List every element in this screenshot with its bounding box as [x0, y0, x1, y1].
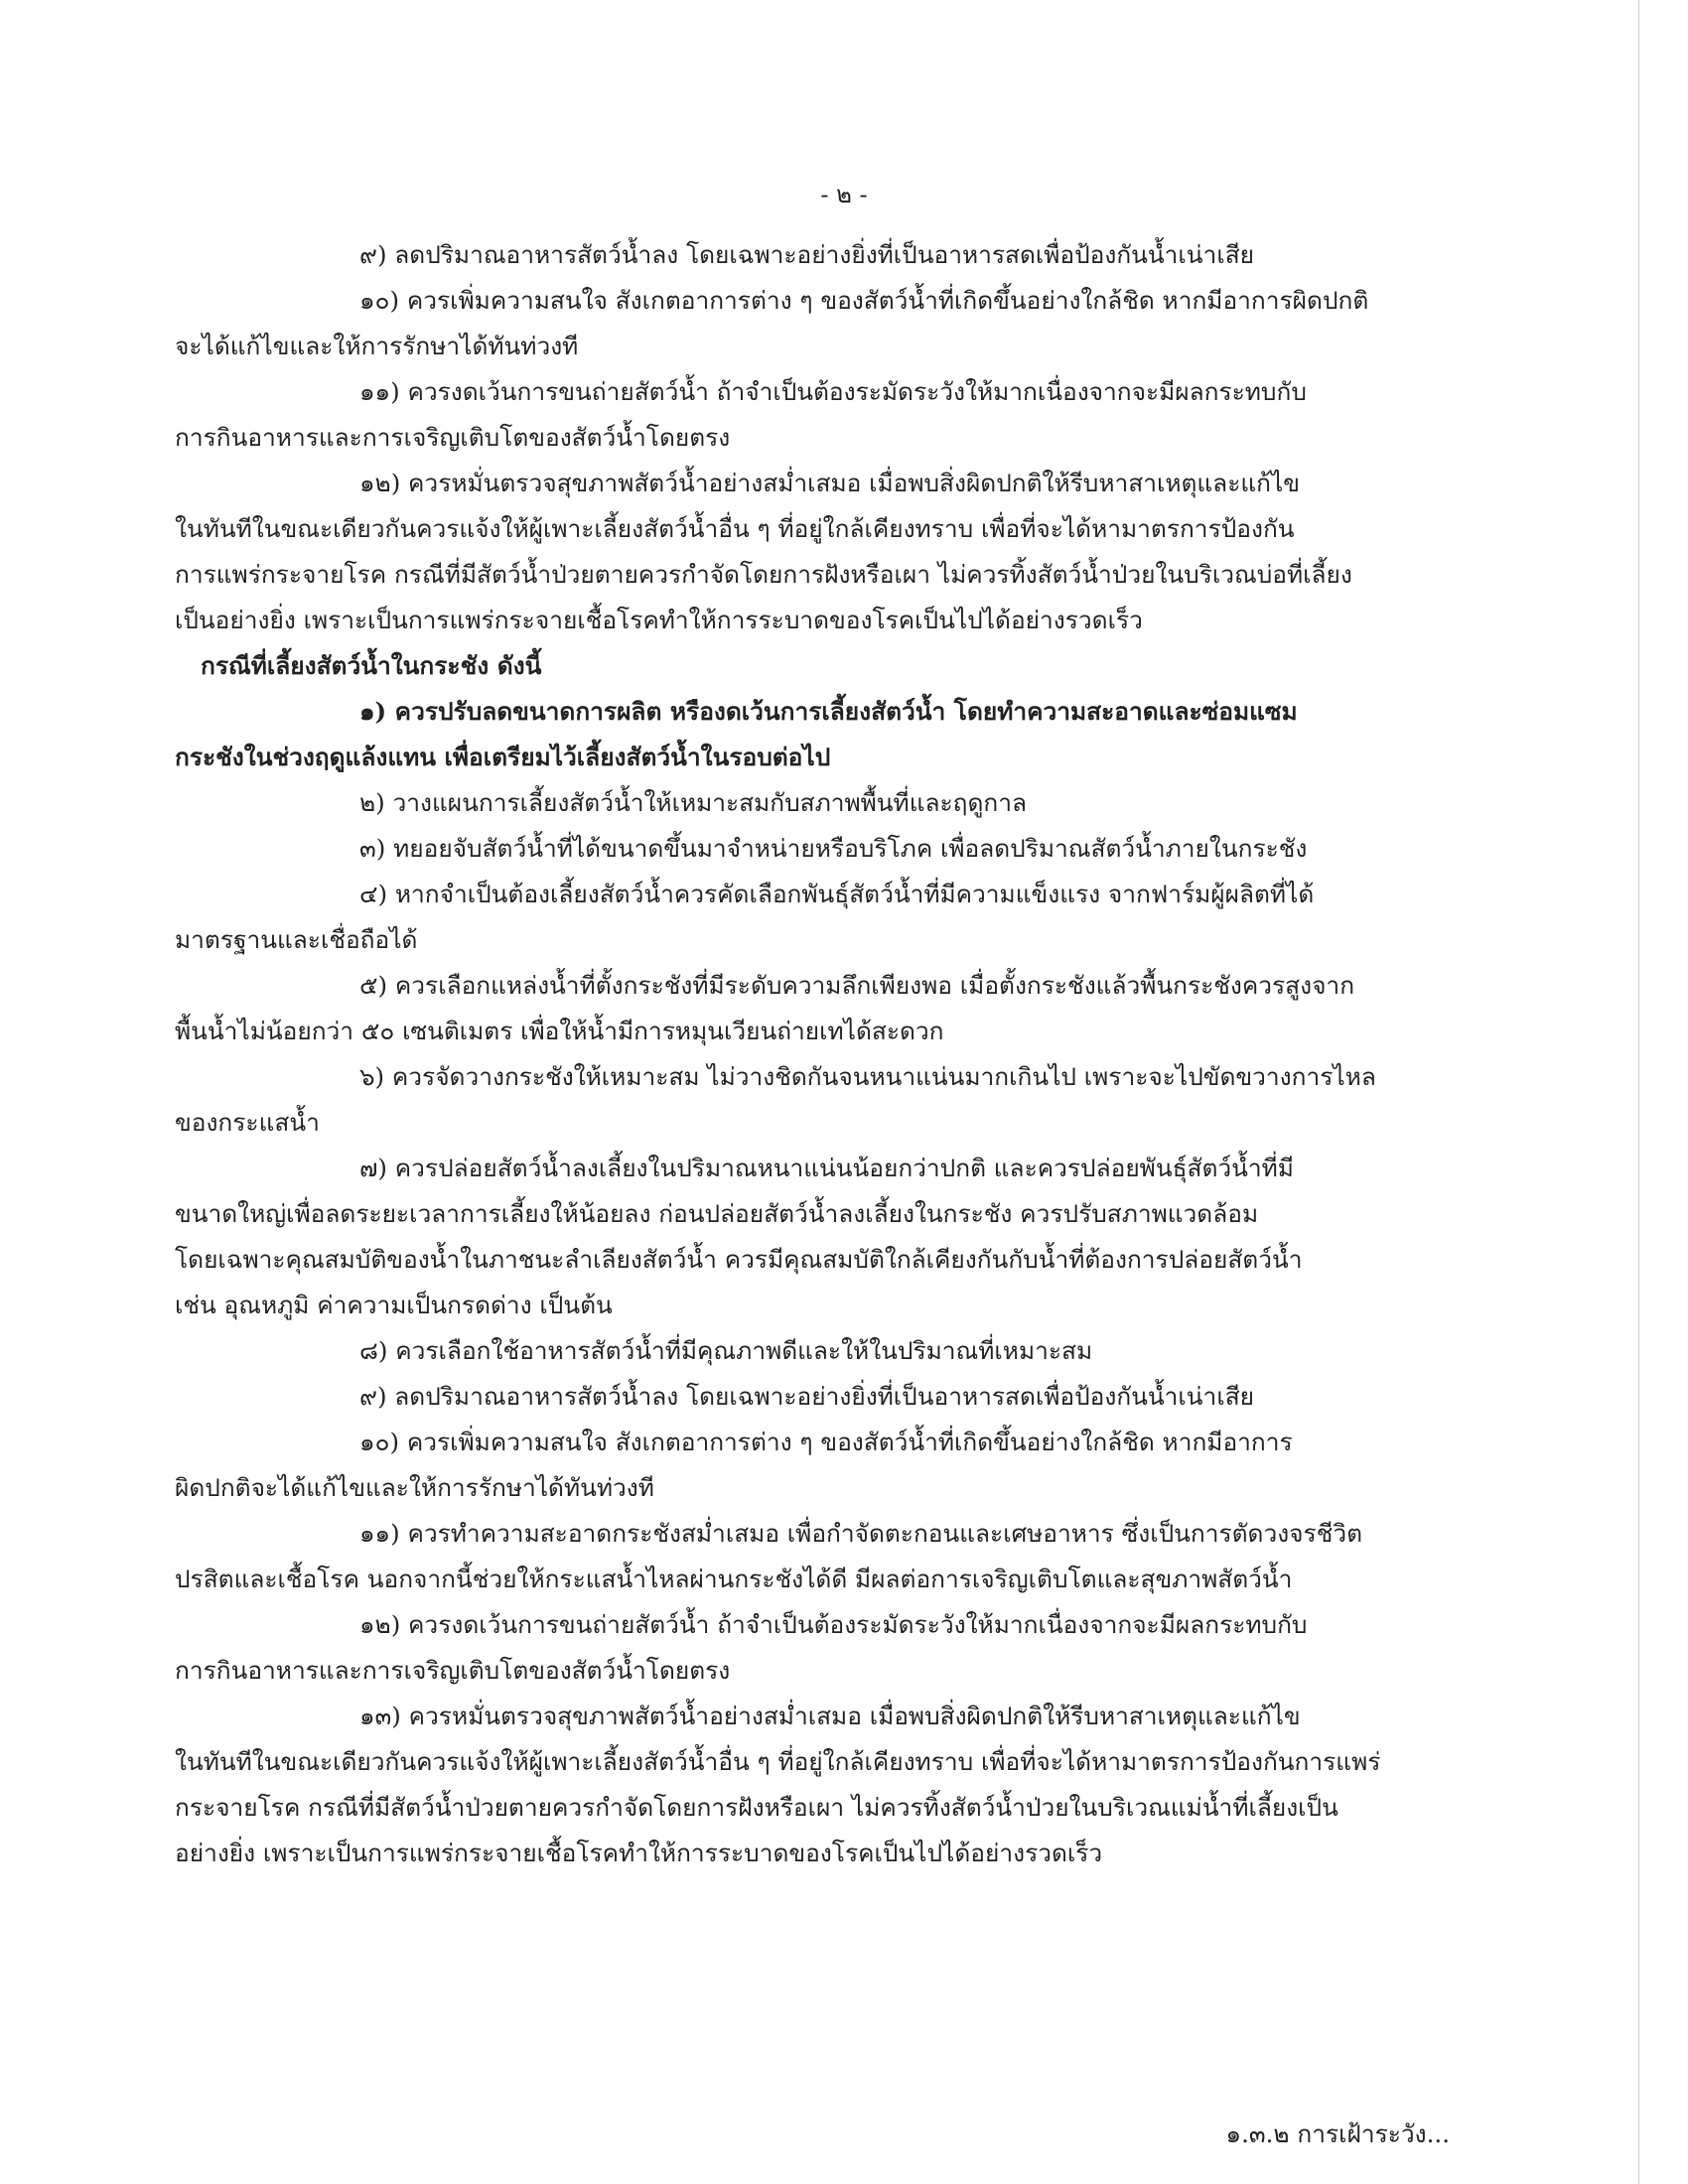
paragraph-line: การแพร่กระจายโรค กรณีที่มีสัตว์น้ำป่วยตายควรกำจัดโดยการฝังหรือเผา ไม่ควรทิ้งสัตว์น้ำป่วยในบริเวณบ่อที่เลี้ยง — [175, 560, 1352, 589]
paragraph-line: มาตรฐานและเชื่อถือได้ — [175, 925, 418, 954]
paragraph-line: ๗) ควรปล่อยสัตว์น้ำลงเลี้ยงในปริมาณหนาแน่นน้อยกว่าปกติ และควรปล่อยพันธุ์สัตว์น้ำที่มี — [359, 1154, 1294, 1182]
paragraph-line: ของกระแสน้ำ — [175, 1108, 320, 1137]
paragraph-line: ปรสิตและเชื้อโรค นอกจากนี้ช่วยให้กระแสน้ำไหลผ่านกระชังได้ดี มีผลต่อการเจริญเติบโตและสุขภาพสัตว์น้ำ — [175, 1565, 1293, 1593]
paragraph-line: ในทันทีในขณะเดียวกันควรแจ้งให้ผู้เพาะเลี้ยงสัตว์น้ำอื่น ๆ ที่อยู่ใกล้เคียงทราบ เพื่อที่จะได้หามาตรการป้องกัน — [175, 514, 1295, 543]
paragraph-line: ๙) ลดปริมาณอาหารสัตว์น้ำลง โดยเฉพาะอย่างยิ่งที่เป็นอาหารสดเพื่อป้องกันน้ำเน่าเสีย — [359, 1382, 1254, 1411]
page-edge-line — [1638, 0, 1639, 2184]
paragraph-line: ๑) ควรปรับลดขนาดการผลิต หรืองดเว้นการเลี้ยงสัตว์น้ำ โดยทำความสะอาดและซ่อมแซม — [359, 697, 1298, 726]
paragraph-line: โดยเฉพาะคุณสมบัติของน้ำในภาชนะลำเลียงสัตว์น้ำ ควรมีคุณสมบัติใกล้เคียงกันกับน้ำที่ต้องการปล่อยสัตว์น้ำ — [175, 1245, 1303, 1274]
paragraph-line: ๑๐) ควรเพิ่มความสนใจ สังเกตอาการต่าง ๆ ของสัตว์น้ำที่เกิดขึ้นอย่างใกล้ชิด หากมีอาการผิดปกติ — [359, 286, 1369, 315]
paragraph-line: อย่างยิ่ง เพราะเป็นการแพร่กระจายเชื้อโรคทำให้การระบาดของโรคเป็นไปได้อย่างรวดเร็ว — [175, 1839, 1103, 1867]
paragraph-line: ๓) ทยอยจับสัตว์น้ำที่ได้ขนาดขึ้นมาจำหน่ายหรือบริโภค เพื่อลดปริมาณสัตว์น้ำภายในกระชัง — [359, 834, 1308, 863]
paragraph-line: ๑๒) ควรหมั่นตรวจสุขภาพสัตว์น้ำอย่างสม่ำเสมอ เมื่อพบสิ่งผิดปกติให้รีบหาสาเหตุและแก้ไข — [359, 469, 1301, 497]
paragraph-line: ๖) ควรจัดวางกระชังให้เหมาะสม ไม่วางชิดกันจนหนาแน่นมากเกินไป เพราะจะไปขัดขวางการไหล — [359, 1062, 1376, 1091]
paragraph-line: จะได้แก้ไขและให้การรักษาได้ทันท่วงที — [175, 332, 579, 360]
paragraph-line: ๑๑) ควรทำความสะอาดกระชังสม่ำเสมอ เพื่อกำจัดตะกอนและเศษอาหาร ซึ่งเป็นการตัดวงจรชีวิต — [359, 1519, 1362, 1548]
page-number: - ๒ - — [820, 181, 868, 208]
paragraph-line: ขนาดใหญ่เพื่อลดระยะเวลาการเลี้ยงให้น้อยลง ก่อนปล่อยสัตว์น้ำลงเลี้ยงในกระชัง ควรปรับสภาพแวดล้อม — [175, 1199, 1259, 1228]
paragraph-line: ๔) หากจำเป็นต้องเลี้ยงสัตว์น้ำควรคัดเลือกพันธุ์สัตว์น้ำที่มีความแข็งแรง จากฟาร์มผู้ผลิตที่ได้ — [359, 880, 1315, 908]
paragraph-line: การกินอาหารและการเจริญเติบโตของสัตว์น้ำโดยตรง — [175, 1656, 731, 1685]
paragraph-line: เช่น อุณหภูมิ ค่าความเป็นกรดด่าง เป็นต้น — [175, 1291, 613, 1319]
paragraph-line: กระจายโรค กรณีที่มีสัตว์น้ำป่วยตายควรกำจัดโดยการฝังหรือเผา ไม่ควรทิ้งสัตว์น้ำป่วยในบริเวณแม่น้ำที่เลี้ยงเป็น — [175, 1793, 1338, 1822]
continuation-reference: ๑.๓.๒ การเฝ้าระวัง... — [1225, 2119, 1450, 2148]
paragraph-line: ๑๑) ควรงดเว้นการขนถ่ายสัตว์น้ำ ถ้าจำเป็นต้องระมัดระวังให้มากเนื่องจากจะมีผลกระทบกับ — [359, 377, 1307, 406]
paragraph-line: พื้นน้ำไม่น้อยกว่า ๕๐ เซนติเมตร เพื่อให้น้ำมีการหมุนเวียนถ่ายเทได้สะดวก — [175, 1017, 944, 1045]
paragraph-line: ๕) ควรเลือกแหล่งน้ำที่ตั้งกระชังที่มีระดับความลึกเพียงพอ เมื่อตั้งกระชังแล้วพื้นกระชังควรสูงจาก — [359, 971, 1355, 1000]
paragraph-line: ๑๓) ควรหมั่นตรวจสุขภาพสัตว์น้ำอย่างสม่ำเสมอ เมื่อพบสิ่งผิดปกติให้รีบหาสาเหตุและแก้ไข — [359, 1702, 1301, 1730]
paragraph-line: เป็นอย่างยิ่ง เพราะเป็นการแพร่กระจายเชื้อโรคทำให้การระบาดของโรคเป็นไปได้อย่างรวดเร็ว — [175, 606, 1143, 634]
paragraph-line: ๒) วางแผนการเลี้ยงสัตว์น้ำให้เหมาะสมกับสภาพพื้นที่และฤดูกาล — [359, 788, 1028, 817]
section-heading: กรณีที่เลี้ยงสัตว์น้ำในกระชัง ดังนี้ — [201, 651, 542, 680]
paragraph-line: ๘) ควรเลือกใช้อาหารสัตว์น้ำที่มีคุณภาพดีและให้ในปริมาณที่เหมาะสม — [359, 1336, 1093, 1365]
body-text — [175, 232, 1456, 1876]
paragraph-line: ๑๒) ควรงดเว้นการขนถ่ายสัตว์น้ำ ถ้าจำเป็นต้องระมัดระวังให้มากเนื่องจากจะมีผลกระทบกับ — [359, 1610, 1308, 1639]
paragraph-line: การกินอาหารและการเจริญเติบโตของสัตว์น้ำโดยตรง — [175, 423, 731, 452]
paragraph-line: ๑๐) ควรเพิ่มความสนใจ สังเกตอาการต่าง ๆ ของสัตว์น้ำที่เกิดขึ้นอย่างใกล้ชิด หากมีอาการ — [359, 1428, 1293, 1456]
paragraph-line: ผิดปกติจะได้แก้ไขและให้การรักษาได้ทันท่วงที — [175, 1473, 654, 1502]
paragraph-line: ในทันทีในขณะเดียวกันควรแจ้งให้ผู้เพาะเลี้ยงสัตว์น้ำอื่น ๆ ที่อยู่ใกล้เคียงทราบ เพื่อที่จะได้หามาตรการป้องกันการแพร่ — [175, 1747, 1381, 1776]
paragraph-line: กระชังในช่วงฤดูแล้งแทน เพื่อเตรียมไว้เลี้ยงสัตว์น้ำในรอบต่อไป — [175, 743, 831, 771]
paragraph-line: ๙) ลดปริมาณอาหารสัตว์น้ำลง โดยเฉพาะอย่างยิ่งที่เป็นอาหารสดเพื่อป้องกันน้ำเน่าเสีย — [359, 240, 1254, 269]
